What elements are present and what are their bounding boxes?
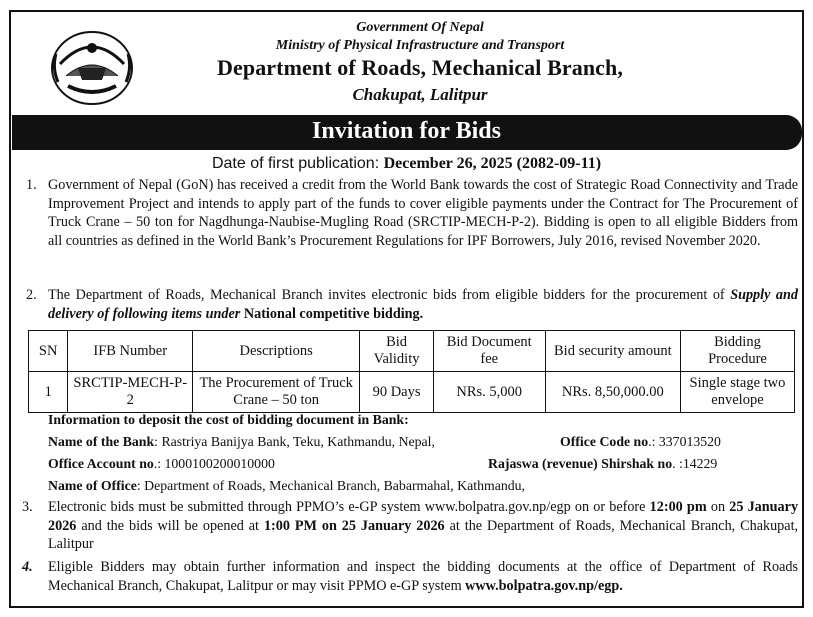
gov-title: Government Of Nepal — [356, 20, 484, 35]
col-descriptions: Descriptions — [193, 331, 360, 372]
ministry-title: Ministry of Physical Infrastructure and Transport — [275, 38, 565, 53]
publication-date-line — [0, 155, 813, 173]
item-2-text — [48, 286, 798, 323]
opening-time: 1:00 PM on 25 January 2026 — [263, 517, 445, 534]
item-2-number: 2. — [26, 287, 37, 303]
table-row — [29, 372, 795, 413]
cell-doc-fee: NRs. 5,000 — [433, 372, 545, 413]
cell-procedure: Single stage two envelope — [680, 372, 794, 413]
cell-sn: 1 — [29, 372, 68, 413]
col-bid-document-fee: Bid Document fee — [433, 331, 545, 372]
item-2-italic: Supply and delivery of following items under — [48, 287, 799, 322]
submission-date: 25 January 2026 — [48, 499, 799, 534]
nepal-emblem-icon — [48, 24, 136, 108]
item-4-number: 4. — [22, 559, 33, 575]
col-bidding-procedure: Bidding Procedure — [680, 331, 794, 372]
item-4-text: Eligible Bidders may obtain further information and inspect the bidding documents at the office of Department of Roads Mechanical Branch, Chakupat, Lalitpur or may visit PPMO e-GP system www.bolpatra.gov.np/egp. — [48, 559, 798, 594]
item-2-main: The Department of Roads, Mechanical Branch invites electronic bids from eligible bidders for the procurement of — [48, 287, 725, 303]
location-title: Chakupat, Lalitpur — [352, 85, 488, 104]
deposit-title: Information to deposit the cost of bidding document in Bank: — [48, 412, 409, 427]
item-3-number: 3. — [22, 499, 33, 515]
col-bid-validity: Bid Validity — [360, 331, 434, 372]
item-1-number: 1. — [26, 177, 37, 193]
col-bid-security: Bid security amount — [545, 331, 680, 372]
item-3-text: Electronic bids must be submitted through PPMO’s e-GP system www.bolpatra.gov.np/egp on or before 12:00 pm on 25 January 2026 and the bids will be opened at 1:00 PM on 25 January 2026 at the Department of Roads, Mechanical Branch, Chakupat, Lalitpur — [48, 499, 799, 552]
egp-url[interactable]: www.bolpatra.gov.np/egp. — [465, 577, 623, 594]
item-2-bold: National competitive bidding. — [243, 305, 424, 322]
office-name-line: Name of Office: Department of Roads, Mechanical Branch, Babarmahal, Kathmandu, — [48, 478, 525, 493]
department-title: Department of Roads, Mechanical Branch, — [217, 55, 623, 80]
cell-description: The Procurement of Truck Crane – 50 ton — [193, 372, 360, 413]
banner-title: Invitation for Bids — [312, 118, 501, 144]
item-1-text: Government of Nepal (GoN) has received a credit from the World Bank towards the cost of Strategic Road Connectivity and Trade Improvement Project and intends to apply part of the funds to cover eligible payments under the Contract for The Procurement of Truck Crane – 50 ton for Nagdhunga-Naubise-Mugling Road (SRCTIP-MECH-P-2). Bidding is open to all eligible Bidders from all countries as defined in the World Bank’s Procurement Regulations for IPF Borrowers, July 2016, revised November 2020. — [48, 177, 798, 249]
table-header-row — [29, 331, 795, 372]
col-ifb-number: IFB Number — [68, 331, 193, 372]
col-sn: SN — [29, 331, 68, 372]
rajaswa-line: Rajaswa (revenue) Shirshak no. :14229 — [488, 456, 718, 471]
cell-validity: 90 Days — [360, 372, 434, 413]
cell-security: NRs. 8,50,000.00 — [545, 372, 680, 413]
cell-ifb-number: SRCTIP-MECH-P-2 — [68, 372, 193, 413]
bids-table — [28, 330, 795, 413]
office-account-line: Office Account no.: 1000100200010000 — [48, 456, 275, 471]
submission-time: 12:00 pm — [649, 499, 707, 515]
office-code-line: Office Code no.: 337013520 — [560, 434, 721, 449]
publication-date: December 26, 2025 (2082-09-11) — [383, 155, 602, 172]
bank-name-line: Name of the Bank: Rastriya Banijya Bank, Teku, Kathmandu, Nepal, — [48, 434, 435, 449]
publication-label: Date of first publication: — [211, 155, 380, 172]
